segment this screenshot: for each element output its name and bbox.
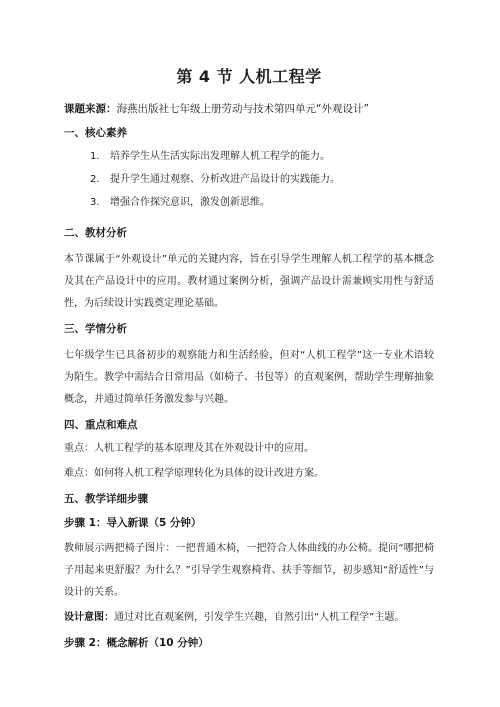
list-item bbox=[90, 195, 434, 211]
step-1-body: 教师展示两把椅子图片：一把普通木椅，一把符合人体曲线的办公椅。提问“哪把椅子用起来更舒服？为什么？”引导学生观察椅背、扶手等细节，初步感知“舒适性”与设计的关系。 bbox=[64, 543, 434, 598]
section-heading-key-points: 四、重点和难点 bbox=[64, 419, 138, 431]
key-point-focus: 重点：人机工程学的基本原理及其在外观设计中的应用。 bbox=[64, 443, 314, 454]
list-item bbox=[90, 149, 434, 165]
list-item-number: 1. bbox=[90, 151, 100, 162]
list-item-text: 培养学生从生活实际出发理解人机工程学的能力。 bbox=[110, 151, 330, 162]
list-item-number: 2. bbox=[90, 174, 100, 185]
step-1-intent bbox=[64, 610, 434, 626]
section-heading-steps: 五、教学详细步骤 bbox=[64, 493, 148, 505]
section-heading-core: 一、核心素养 bbox=[64, 127, 127, 139]
page-title: 第 4 节 人机工程学 bbox=[176, 67, 322, 86]
list-item bbox=[90, 172, 434, 188]
step-1-intent-label: 设计意图： bbox=[64, 612, 114, 623]
step-2-title: 步骤 2：概念解析（10 分钟） bbox=[64, 637, 209, 649]
course-source-text: 海燕出版社七年级上册劳动与技术第四单元“外观设计” bbox=[116, 103, 369, 115]
course-source bbox=[64, 101, 434, 117]
key-point-difficulty: 难点：如何将人机工程学原理转化为具体的设计改进方案。 bbox=[64, 468, 324, 479]
step-1-intent-text: 通过对比直观案例，引发学生兴趣，自然引出“人机工程学”主题。 bbox=[114, 612, 405, 623]
section-heading-textbook: 二、教材分析 bbox=[64, 227, 127, 239]
learner-analysis-paragraph: 七年级学生已具备初步的观察能力和生活经验，但对“人机工程学”这一专业术语较为陌生。教学中需结合日常用品（如椅子、书包等）的直观案例，帮助学生理解抽象概念，并通过简单任务激发参与兴趣。 bbox=[64, 350, 434, 405]
core-literacy-list bbox=[64, 149, 434, 211]
list-item-text: 提升学生通过观察、分析改进产品设计的实践能力。 bbox=[110, 174, 340, 185]
list-item-number: 3. bbox=[90, 197, 100, 208]
step-1-title: 步骤 1：导入新课（5 分钟） bbox=[64, 517, 202, 529]
course-source-label: 课题来源： bbox=[64, 103, 117, 115]
textbook-analysis-paragraph: 本节课属于“外观设计”单元的关键内容，旨在引导学生理解人机工程学的基本概念及其在产品设计中的应用。教材通过案例分析，强调产品设计需兼顾实用性与舒适性，为后续设计实践奠定理论基础。 bbox=[64, 254, 434, 309]
section-heading-learners: 三、学情分析 bbox=[64, 323, 127, 335]
list-item-text: 增强合作探究意识，激发创新思维。 bbox=[110, 197, 270, 208]
